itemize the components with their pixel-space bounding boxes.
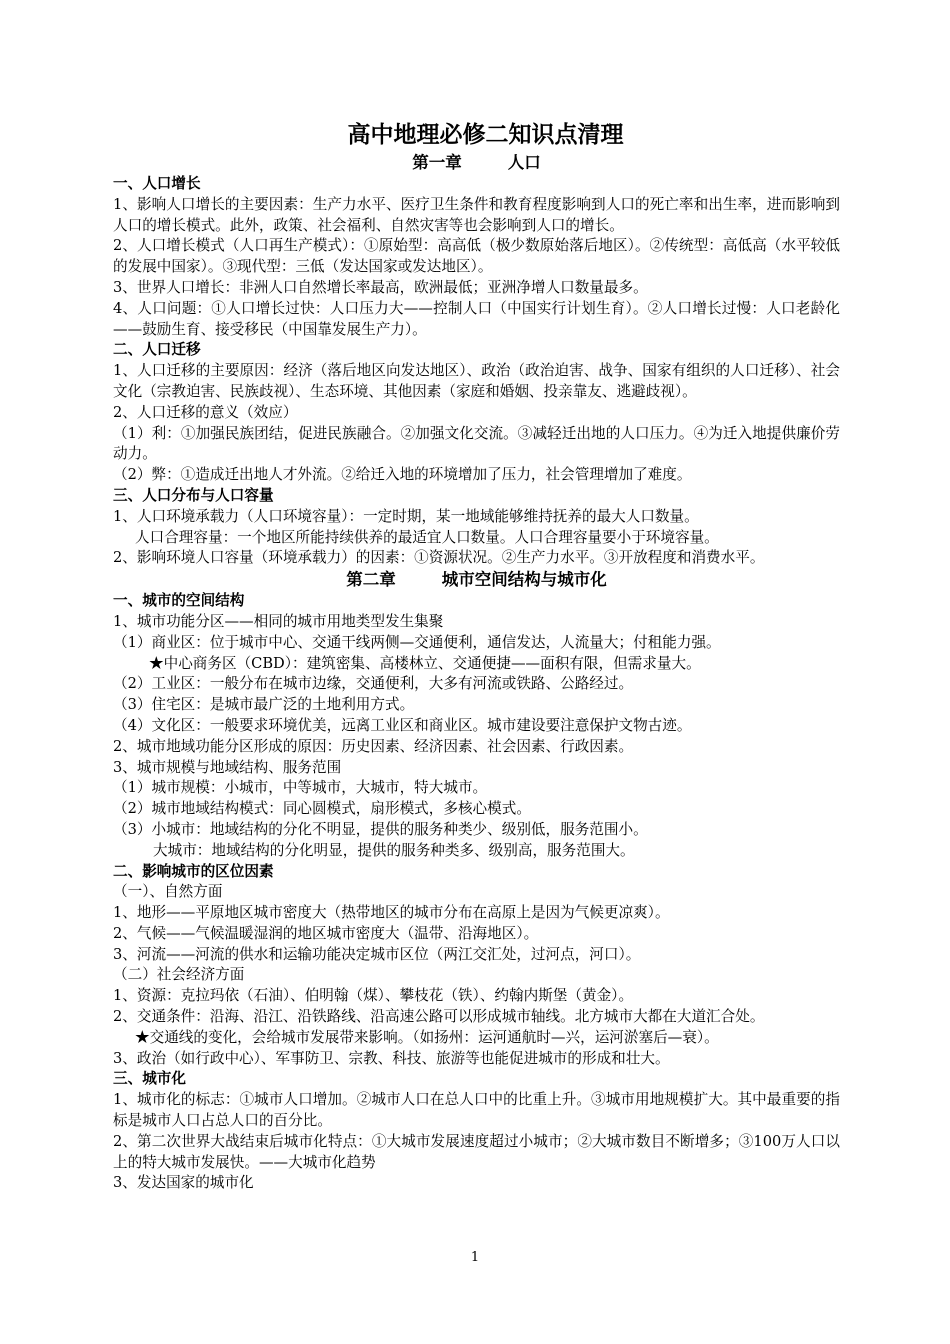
paragraph: 3、政治（如行政中心）、军事防卫、宗教、科技、旅游等也能促进城市的形成和壮大。 <box>113 1049 670 1067</box>
paragraph: （4）文化区：一般要求环境优美，远离工业区和商业区。城市建设要注意保护文物古迹。 <box>113 716 692 734</box>
paragraph: 2、第二次世界大战结束后城市化特点：①大城市发展速度超过小城市；②大城市数目不断增多；③100万人口以上的特大城市发展快。——大城市化趋势 <box>113 1132 840 1171</box>
paragraph: 大城市：地域结构的分化明显，提供的服务种类多、级别高，服务范围大。 <box>153 841 635 859</box>
paragraph: 4、人口问题：①人口增长过快：人口压力大——控制人口（中国实行计划生育）。②人口增长过慢：人口老龄化——鼓励生育、接受移民（中国靠发展生产力）。 <box>113 299 840 338</box>
paragraph: 1、地形——平原地区城市密度大（热带地区的城市分布在高原上是因为气候更凉爽）。 <box>113 904 670 922</box>
paragraph: （3）小城市：地域结构的分化不明显，提供的服务种类少、级别低，服务范围小。 <box>113 820 648 838</box>
paragraph: 2、人口迁移的意义（效应） <box>113 403 298 421</box>
paragraph: 人口合理容量：一个地区所能持续供养的最适宜人口数量。人口合理容量要小于环境容量。 <box>135 528 719 546</box>
paragraph: 2、交通条件：沿海、沿江、沿铁路线、沿高速公路可以形成城市轴线。北方城市大都在大道汇合处。 <box>113 1008 765 1026</box>
paragraph: 3、世界人口增长：非洲人口自然增长率最高，欧洲最低；亚洲净增人口数量最多。 <box>113 278 648 296</box>
paragraph: （1）城市规模：小城市，中等城市，大城市，特大城市。 <box>113 779 488 797</box>
chapter-heading-1: 第一章 人口 <box>412 153 541 172</box>
paragraph: ★交通线的变化，会给城市发展带来影响。（如扬州：运河通航时—兴，运河淤塞后—衰）。 <box>135 1028 719 1046</box>
section-heading: 三、人口分布与人口容量 <box>113 486 274 504</box>
paragraph: 1、人口迁移的主要原因：经济（落后地区向发达地区）、政治（政治迫害、战争、国家有组织的人口迁移）、社会文化（宗教迫害、民族歧视）、生态环境、其他因素（家庭和婚姻、投亲靠友、逃避歧视）。 <box>113 362 840 400</box>
paragraph: （1）商业区：位于城市中心、交通干线两侧—交通便利，通信发达，人流量大；付租能力强。 <box>113 633 721 651</box>
section-heading: 二、影响城市的区位因素 <box>113 862 274 880</box>
paragraph: 3、城市规模与地域结构、服务范围 <box>113 758 342 776</box>
paragraph: 2、城市地域功能分区形成的原因：历史因素、经济因素、社会因素、行政因素。 <box>113 737 634 755</box>
paragraph: 2、影响环境人口容量（环境承载力）的因素：①资源状况。②生产力水平。③开放程度和消费水平。 <box>113 549 765 567</box>
chapter-heading-2: 第二章 城市空间结构与城市化 <box>346 570 607 590</box>
paragraph: （二）社会经济方面 <box>113 966 245 984</box>
section-heading: 二、人口迁移 <box>113 341 201 359</box>
paragraph: （3）住宅区：是城市最广泛的土地利用方式。 <box>113 696 415 714</box>
paragraph: 3、发达国家的城市化 <box>113 1174 254 1192</box>
document-title: 高中地理必修二知识点清理 <box>347 121 624 148</box>
paragraph: 2、气候——气候温暖湿润的地区城市密度大（温带、沿海地区）。 <box>113 924 539 942</box>
section-heading: 一、人口增长 <box>113 175 201 192</box>
paragraph: 1、影响人口增长的主要因素：生产力水平、医疗卫生条件和教育程度影响到人口的死亡率和出生率，进而影响到人口的增长模式。此外，政策、社会福利、自然灾害等也会影响到人口的增长。 <box>113 195 840 234</box>
paragraph: 2、人口增长模式（人口再生产模式）：①原始型：高高低（极少数原始落后地区）。②传统型：高低高（水平较低的发展中国家）。③现代型：三低（发达国家或发达地区）。 <box>113 237 840 276</box>
paragraph: （2）城市地域结构模式：同心圆模式，扇形模式，多核心模式。 <box>113 800 531 818</box>
paragraph: （2）弊：①造成迁出地人才外流。②给迁入地的环境增加了压力，社会管理增加了难度。 <box>113 466 692 484</box>
section-heading: 三、城市化 <box>113 1070 186 1088</box>
paragraph: 1、人口环境承载力（人口环境容量）：一定时期，某一地域能够维持抚养的最大人口数量。 <box>113 507 699 525</box>
paragraph: （1）利：①加强民族团结，促进民族融合。②加强文化交流。③减轻迁出地的人口压力。④为迁入地提供廉价劳动力。 <box>113 424 840 463</box>
paragraph: ★中心商务区（CBD）：建筑密集、高楼林立、交通便捷——面积有限，但需求量大。 <box>149 654 701 672</box>
paragraph: 1、资源：克拉玛依（石油）、伯明翰（煤）、攀枝花（铁）、约翰内斯堡（黄金）。 <box>113 987 634 1005</box>
paragraph: 1、城市功能分区——相同的城市用地类型发生集聚 <box>113 612 444 630</box>
page-number: 1 <box>470 1250 480 1265</box>
paragraph: （一）、自然方面 <box>113 883 223 901</box>
paragraph: 1、城市化的标志：①城市人口增加。②城市人口在总人口中的比重上升。③城市用地规模扩大。其中最重要的指标是城市人口占总人口的百分比。 <box>113 1091 840 1130</box>
paragraph: 3、河流——河流的供水和运输功能决定城市区位（两江交汇处，过河点，河口）。 <box>113 945 641 963</box>
section-heading: 一、城市的空间结构 <box>113 592 245 610</box>
paragraph: （2）工业区：一般分布在城市边缘，交通便利，大多有河流或铁路、公路经过。 <box>113 675 634 693</box>
document-body <box>113 118 840 1194</box>
